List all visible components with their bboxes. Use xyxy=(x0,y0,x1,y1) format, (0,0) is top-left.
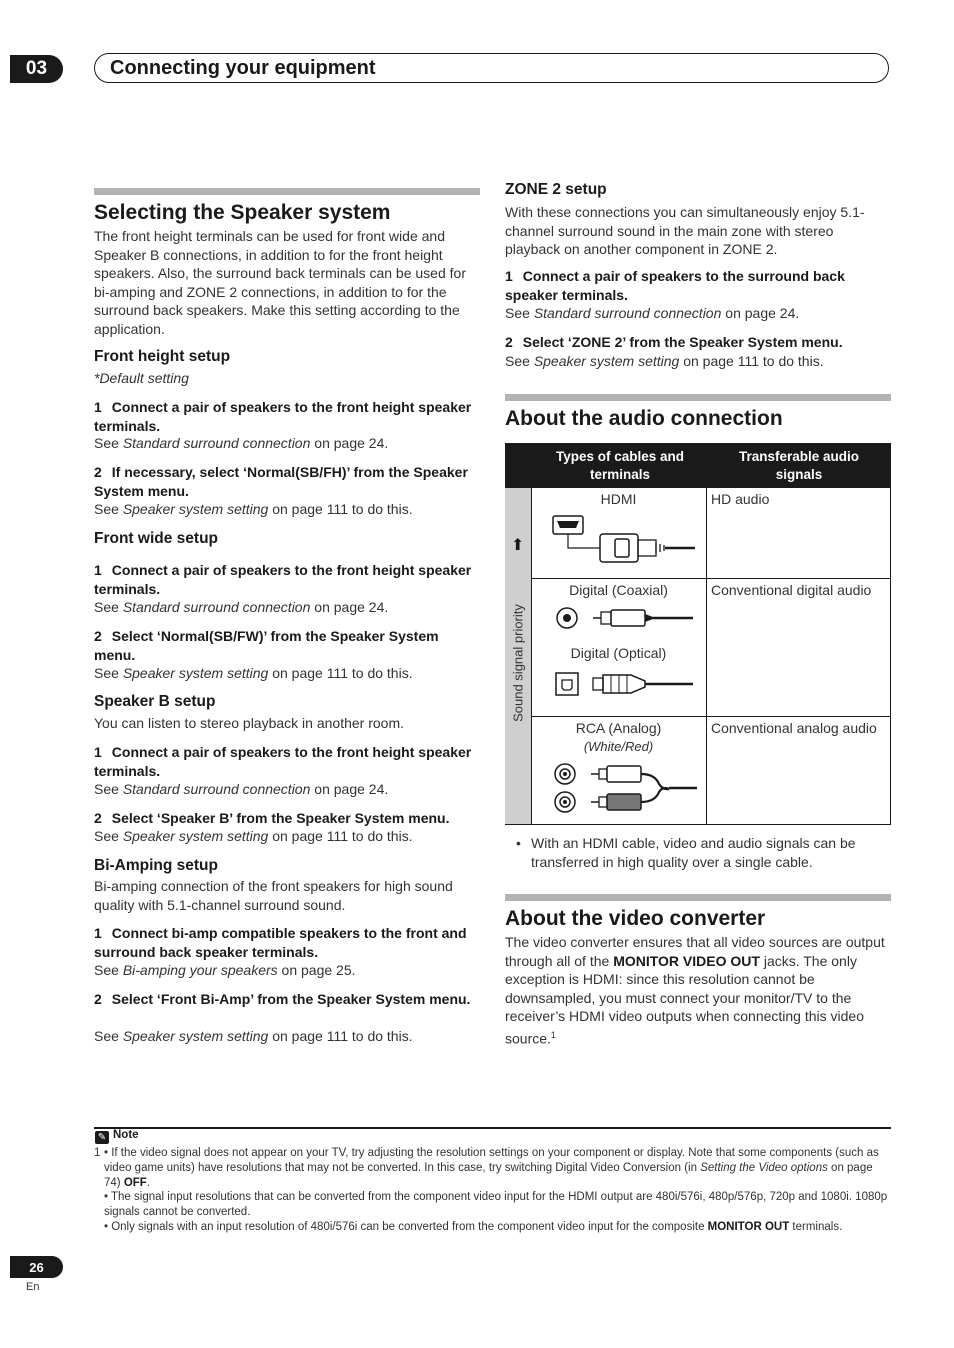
chapter-number: 03 xyxy=(25,58,48,79)
cable-name: RCA (Analog) xyxy=(575,720,662,736)
note-number: 1 xyxy=(94,1147,101,1159)
table-cell-cable xyxy=(531,579,707,716)
section-title-speaker-system: Selecting the Speaker system xyxy=(94,201,391,224)
front-height-step-2: 2 If necessary, select ‘Normal(SB/FH)’ from the Speaker System menu. xyxy=(94,464,468,499)
signal-name: HD audio xyxy=(711,491,770,507)
coaxial-connector-icon xyxy=(553,605,703,633)
speaker-b-see-2: See Speaker system setting on page 111 to do this. xyxy=(94,828,413,844)
signal-name: Conventional digital audio xyxy=(711,582,872,598)
speaker-b-intro: You can listen to stereo playback in another room. xyxy=(94,715,405,731)
front-height-heading: Front height setup xyxy=(94,348,231,365)
note-item-3: • Only signals with an input resolution of 480i/576i can be converted from the component video input for the composite MONITOR OUT terminals. xyxy=(104,1221,843,1233)
section-rule xyxy=(505,394,891,401)
page-language: En xyxy=(26,1281,40,1293)
zone2-see-2: See Speaker system setting on page 111 to do this. xyxy=(505,353,824,369)
bullet-icon: • xyxy=(516,835,521,851)
section-rule xyxy=(94,188,480,195)
chapter-title: Connecting your equipment xyxy=(110,57,376,79)
front-wide-step-2: 2 Select ‘Normal(SB/FW)’ from the Speaker System menu. xyxy=(94,628,439,663)
note-pencil-icon: ✎ xyxy=(95,1131,109,1144)
cable-note: (White/Red) xyxy=(583,739,654,754)
front-wide-step-1: 1 Connect a pair of speakers to the front height speaker terminals. xyxy=(94,562,472,597)
cable-name: Digital (Optical) xyxy=(570,645,667,661)
note-item-2: • The signal input resolutions that can be converted from the component video input for the HDMI output are 480i/576i, 480p/576p, 720p and 1080i. 1080p signals cannot be converted. xyxy=(104,1191,888,1218)
bi-amping-intro: Bi-amping connection of the front speakers for high sound quality with 5.1-channel surround sound. xyxy=(94,878,453,913)
up-arrow-icon: ⬆ xyxy=(511,537,525,554)
chapter-number-badge xyxy=(10,55,63,83)
table-row xyxy=(531,717,891,825)
bi-amping-step-2: 2 Select ‘Front Bi-Amp’ from the Speaker System menu. xyxy=(94,991,471,1007)
note-item-1: • If the video signal does not appear on your TV, try adjusting the resolution settings on your component or display. Note that some components (such as video game units) have resolutions that may not be converted. In this case, try switching Digital Video Conversion (in Setting the Video options on page 74) OFF. xyxy=(104,1147,879,1189)
table-cell-cable xyxy=(531,488,707,578)
front-wide-heading: Front wide setup xyxy=(94,530,218,547)
bi-amping-heading: Bi-Amping setup xyxy=(94,857,218,874)
table-cell-cable xyxy=(531,717,707,824)
note-rule xyxy=(94,1127,891,1129)
front-height-step-1: 1 Connect a pair of speakers to the front height speaker terminals. xyxy=(94,399,472,434)
table-header-cables: Types of cables and terminals xyxy=(555,448,685,482)
audio-bullet-note: With an HDMI cable, video and audio signals can be transferred in high quality over a single cable. xyxy=(531,835,856,870)
cable-name: Digital (Coaxial) xyxy=(569,582,668,598)
default-setting-note: *Default setting xyxy=(94,370,189,386)
zone2-step-1: 1 Connect a pair of speakers to the surround back speaker terminals. xyxy=(505,268,845,303)
front-height-see-1: See Standard surround connection on page 24. xyxy=(94,435,389,451)
note-title: Note xyxy=(113,1129,139,1141)
optical-connector-icon xyxy=(553,669,703,701)
front-wide-see-2: See Speaker system setting on page 111 to do this. xyxy=(94,665,413,681)
section-rule xyxy=(505,894,891,901)
section-title-video: About the video converter xyxy=(505,907,766,930)
hdmi-connector-icon xyxy=(543,512,703,572)
bi-amping-see-1: See Bi-amping your speakers on page 25. xyxy=(94,962,356,978)
zone2-step-2: 2 Select ‘ZONE 2’ from the Speaker System menu. xyxy=(505,334,843,350)
table-row xyxy=(531,579,891,717)
zone2-heading: ZONE 2 setup xyxy=(505,181,607,198)
front-wide-see-1: See Standard surround connection on page 24. xyxy=(94,599,389,615)
bi-amping-step-1: 1 Connect bi-amp compatible speakers to the front and surround back speaker terminals. xyxy=(94,925,467,960)
signal-name: Conventional analog audio xyxy=(711,720,877,736)
cable-name: HDMI xyxy=(600,491,637,507)
front-height-see-2: See Speaker system setting on page 111 to do this. xyxy=(94,501,413,517)
speaker-b-see-1: See Standard surround connection on page 24. xyxy=(94,781,389,797)
zone2-see-1: See Standard surround connection on page 24. xyxy=(505,305,800,321)
section-title-audio: About the audio connection xyxy=(505,407,783,430)
audio-connection-table xyxy=(505,443,891,825)
bi-amping-see-2: See Speaker system setting on page 111 to do this. xyxy=(94,1028,413,1044)
video-converter-text: The video converter ensures that all video sources are output through all of the MONITOR VIDEO OUT jacks. The only exception is HDMI: since this resolution cannot be downsampled, you must connect your monitor/TV to the receiver’s HDMI video outputs when connecting this video source.$^1$ xyxy=(505,934,885,1047)
table-header-signals: Transferable audio signals xyxy=(738,448,860,482)
speaker-b-heading: Speaker B setup xyxy=(94,693,216,710)
priority-column xyxy=(505,488,532,825)
footnote-mark: 1 xyxy=(550,1029,556,1040)
page-number: 26 xyxy=(29,1259,44,1275)
speaker-system-intro: The front height terminals can be used for front wide and Speaker B connections, in addition to for the front height speakers. Also, the surround back terminals can be used for bi-amping and ZONE 2 connections, in addition to for the surround back speakers. Make this setting according to the application. xyxy=(94,228,466,337)
rca-connector-icon xyxy=(553,761,703,817)
table-row xyxy=(531,488,891,579)
priority-label: Sound signal priority xyxy=(510,604,526,722)
speaker-b-step-1: 1 Connect a pair of speakers to the front height speaker terminals. xyxy=(94,744,472,779)
page-number-badge xyxy=(10,1256,63,1278)
zone2-intro: With these connections you can simultaneously enjoy 5.1-channel surround sound in the main zone with stereo playback on another component in ZONE 2. xyxy=(505,204,865,257)
speaker-b-step-2: 2 Select ‘Speaker B’ from the Speaker System menu. xyxy=(94,810,450,826)
table-header xyxy=(505,443,891,488)
